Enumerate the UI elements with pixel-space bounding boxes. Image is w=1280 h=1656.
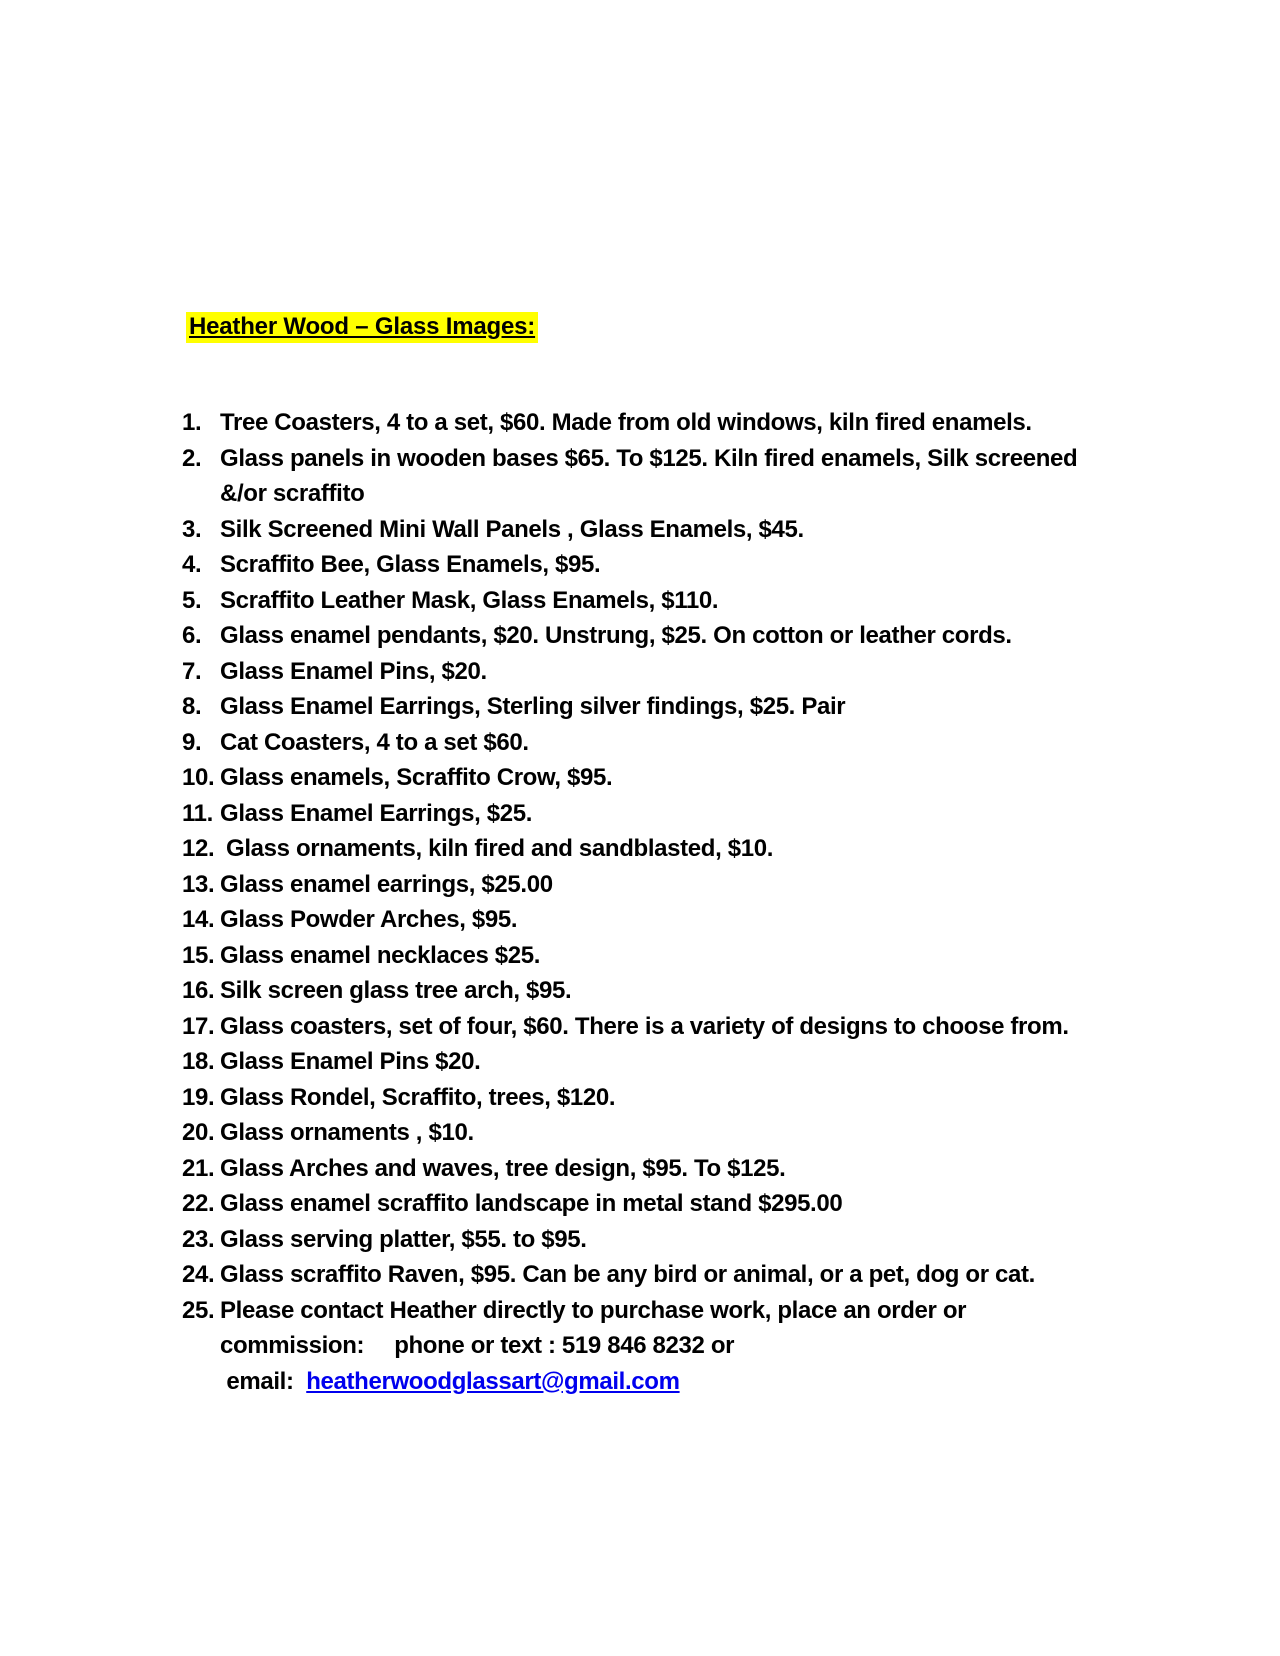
email-link[interactable]: heatherwoodglassart@gmail.com	[306, 1367, 680, 1395]
contact-intro: Please contact Heather directly to purchase work, place an order or	[220, 1296, 967, 1324]
item-number: 6.	[182, 622, 202, 649]
item-text: Glass enamels, Scraffito Crow, $95.	[220, 764, 613, 791]
item-number: 14.	[182, 906, 215, 933]
list-item	[182, 1257, 1182, 1293]
item-number: 24.	[182, 1261, 215, 1288]
list-item	[182, 405, 1182, 441]
item-text: Glass Powder Arches, $95.	[220, 906, 518, 933]
item-number: 18.	[182, 1048, 215, 1075]
item-text: Scraffito Bee, Glass Enamels, $95.	[220, 551, 601, 578]
list-item	[182, 1115, 1182, 1151]
item-number: 21.	[182, 1154, 215, 1182]
list-item	[182, 583, 1182, 619]
item-number: 19.	[182, 1083, 215, 1111]
page-title: Heather Wood – Glass Images:	[186, 312, 538, 343]
contact-item	[182, 1293, 1182, 1400]
list-item	[182, 689, 1182, 725]
list-item	[182, 902, 1182, 938]
item-text: Silk Screened Mini Wall Panels , Glass Enamels, $45.	[220, 515, 804, 543]
price-list	[182, 405, 1182, 1399]
item-text: Silk screen glass tree arch, $95.	[220, 977, 572, 1004]
item-text: Glass enamel pendants, $20. Unstrung, $25. On cotton or leather cords.	[220, 622, 1012, 649]
item-text: Glass coasters, set of four, $60. There is a variety of designs to choose from.	[220, 1012, 1069, 1040]
item-text: Glass enamel scraffito landscape in metal stand $295.00	[220, 1190, 843, 1217]
item-text: Glass ornaments, kiln fired and sandblasted, $10.	[226, 835, 774, 862]
item-text: Glass enamel necklaces $25.	[220, 941, 541, 969]
list-item	[182, 938, 1182, 974]
email-label: email:	[226, 1367, 294, 1395]
list-item	[182, 618, 1182, 654]
phone-text: phone or text : 519 846 8232 or	[394, 1332, 735, 1359]
item-number: 20.	[182, 1119, 215, 1146]
item-text: Scraffito Leather Mask, Glass Enamels, $110.	[220, 586, 719, 614]
item-number: 22.	[182, 1190, 215, 1217]
item-text: Glass ornaments , $10.	[220, 1119, 474, 1146]
item-number: 1.	[182, 409, 202, 436]
contact-phone-line	[182, 1328, 1182, 1364]
item-text: Glass serving platter, $55. to $95.	[220, 1225, 587, 1253]
item-text-continuation: &/or scraffito	[220, 480, 365, 507]
list-item	[182, 441, 1182, 512]
item-number: 11.	[182, 799, 213, 827]
item-text: Tree Coasters, 4 to a set, $60. Made from old windows, kiln fired enamels.	[220, 409, 1032, 436]
item-number: 3.	[182, 515, 202, 543]
item-number: 8.	[182, 693, 202, 720]
item-number: 10.	[182, 764, 215, 791]
list-item	[182, 796, 1182, 832]
contact-email-line	[182, 1364, 1182, 1400]
item-text: Glass Enamel Earrings, $25.	[220, 799, 533, 827]
list-item	[182, 867, 1182, 903]
list-item	[182, 973, 1182, 1009]
item-text: Glass panels in wooden bases $65. To $125. Kiln fired enamels, Silk screened	[220, 444, 1078, 472]
item-number: 16.	[182, 977, 215, 1004]
list-item	[182, 760, 1182, 796]
list-item	[182, 1222, 1182, 1258]
item-number: 5.	[182, 586, 202, 614]
list-item	[182, 831, 1182, 867]
commission-label: commission:	[220, 1332, 365, 1359]
list-item	[182, 512, 1182, 548]
item-text: Glass Enamel Pins $20.	[220, 1048, 481, 1075]
item-number: 23.	[182, 1225, 215, 1253]
item-text: Glass scraffito Raven, $95. Can be any bird or animal, or a pet, dog or cat.	[220, 1261, 1035, 1288]
list-item	[182, 1044, 1182, 1080]
item-number: 17.	[182, 1012, 215, 1040]
list-item	[182, 1080, 1182, 1116]
item-text: Glass Arches and waves, tree design, $95. To $125.	[220, 1154, 786, 1182]
item-number: 25.	[182, 1296, 215, 1324]
item-number: 15.	[182, 941, 215, 969]
item-text: Glass Enamel Pins, $20.	[220, 657, 487, 685]
list-item	[182, 1151, 1182, 1187]
item-text: Glass Rondel, Scraffito, trees, $120.	[220, 1083, 616, 1111]
item-number: 12.	[182, 835, 215, 862]
list-item	[182, 725, 1182, 761]
item-number: 13.	[182, 870, 215, 898]
item-text: Cat Coasters, 4 to a set $60.	[220, 728, 529, 756]
item-number: 9.	[182, 728, 202, 756]
list-item	[182, 1186, 1182, 1222]
item-text: Glass enamel earrings, $25.00	[220, 870, 553, 898]
item-number: 7.	[182, 657, 202, 685]
list-item	[182, 547, 1182, 583]
list-item	[182, 1009, 1182, 1045]
item-number: 4.	[182, 551, 202, 578]
list-item	[182, 654, 1182, 690]
item-text: Glass Enamel Earrings, Sterling silver findings, $25. Pair	[220, 693, 846, 720]
item-number: 2.	[182, 444, 202, 472]
